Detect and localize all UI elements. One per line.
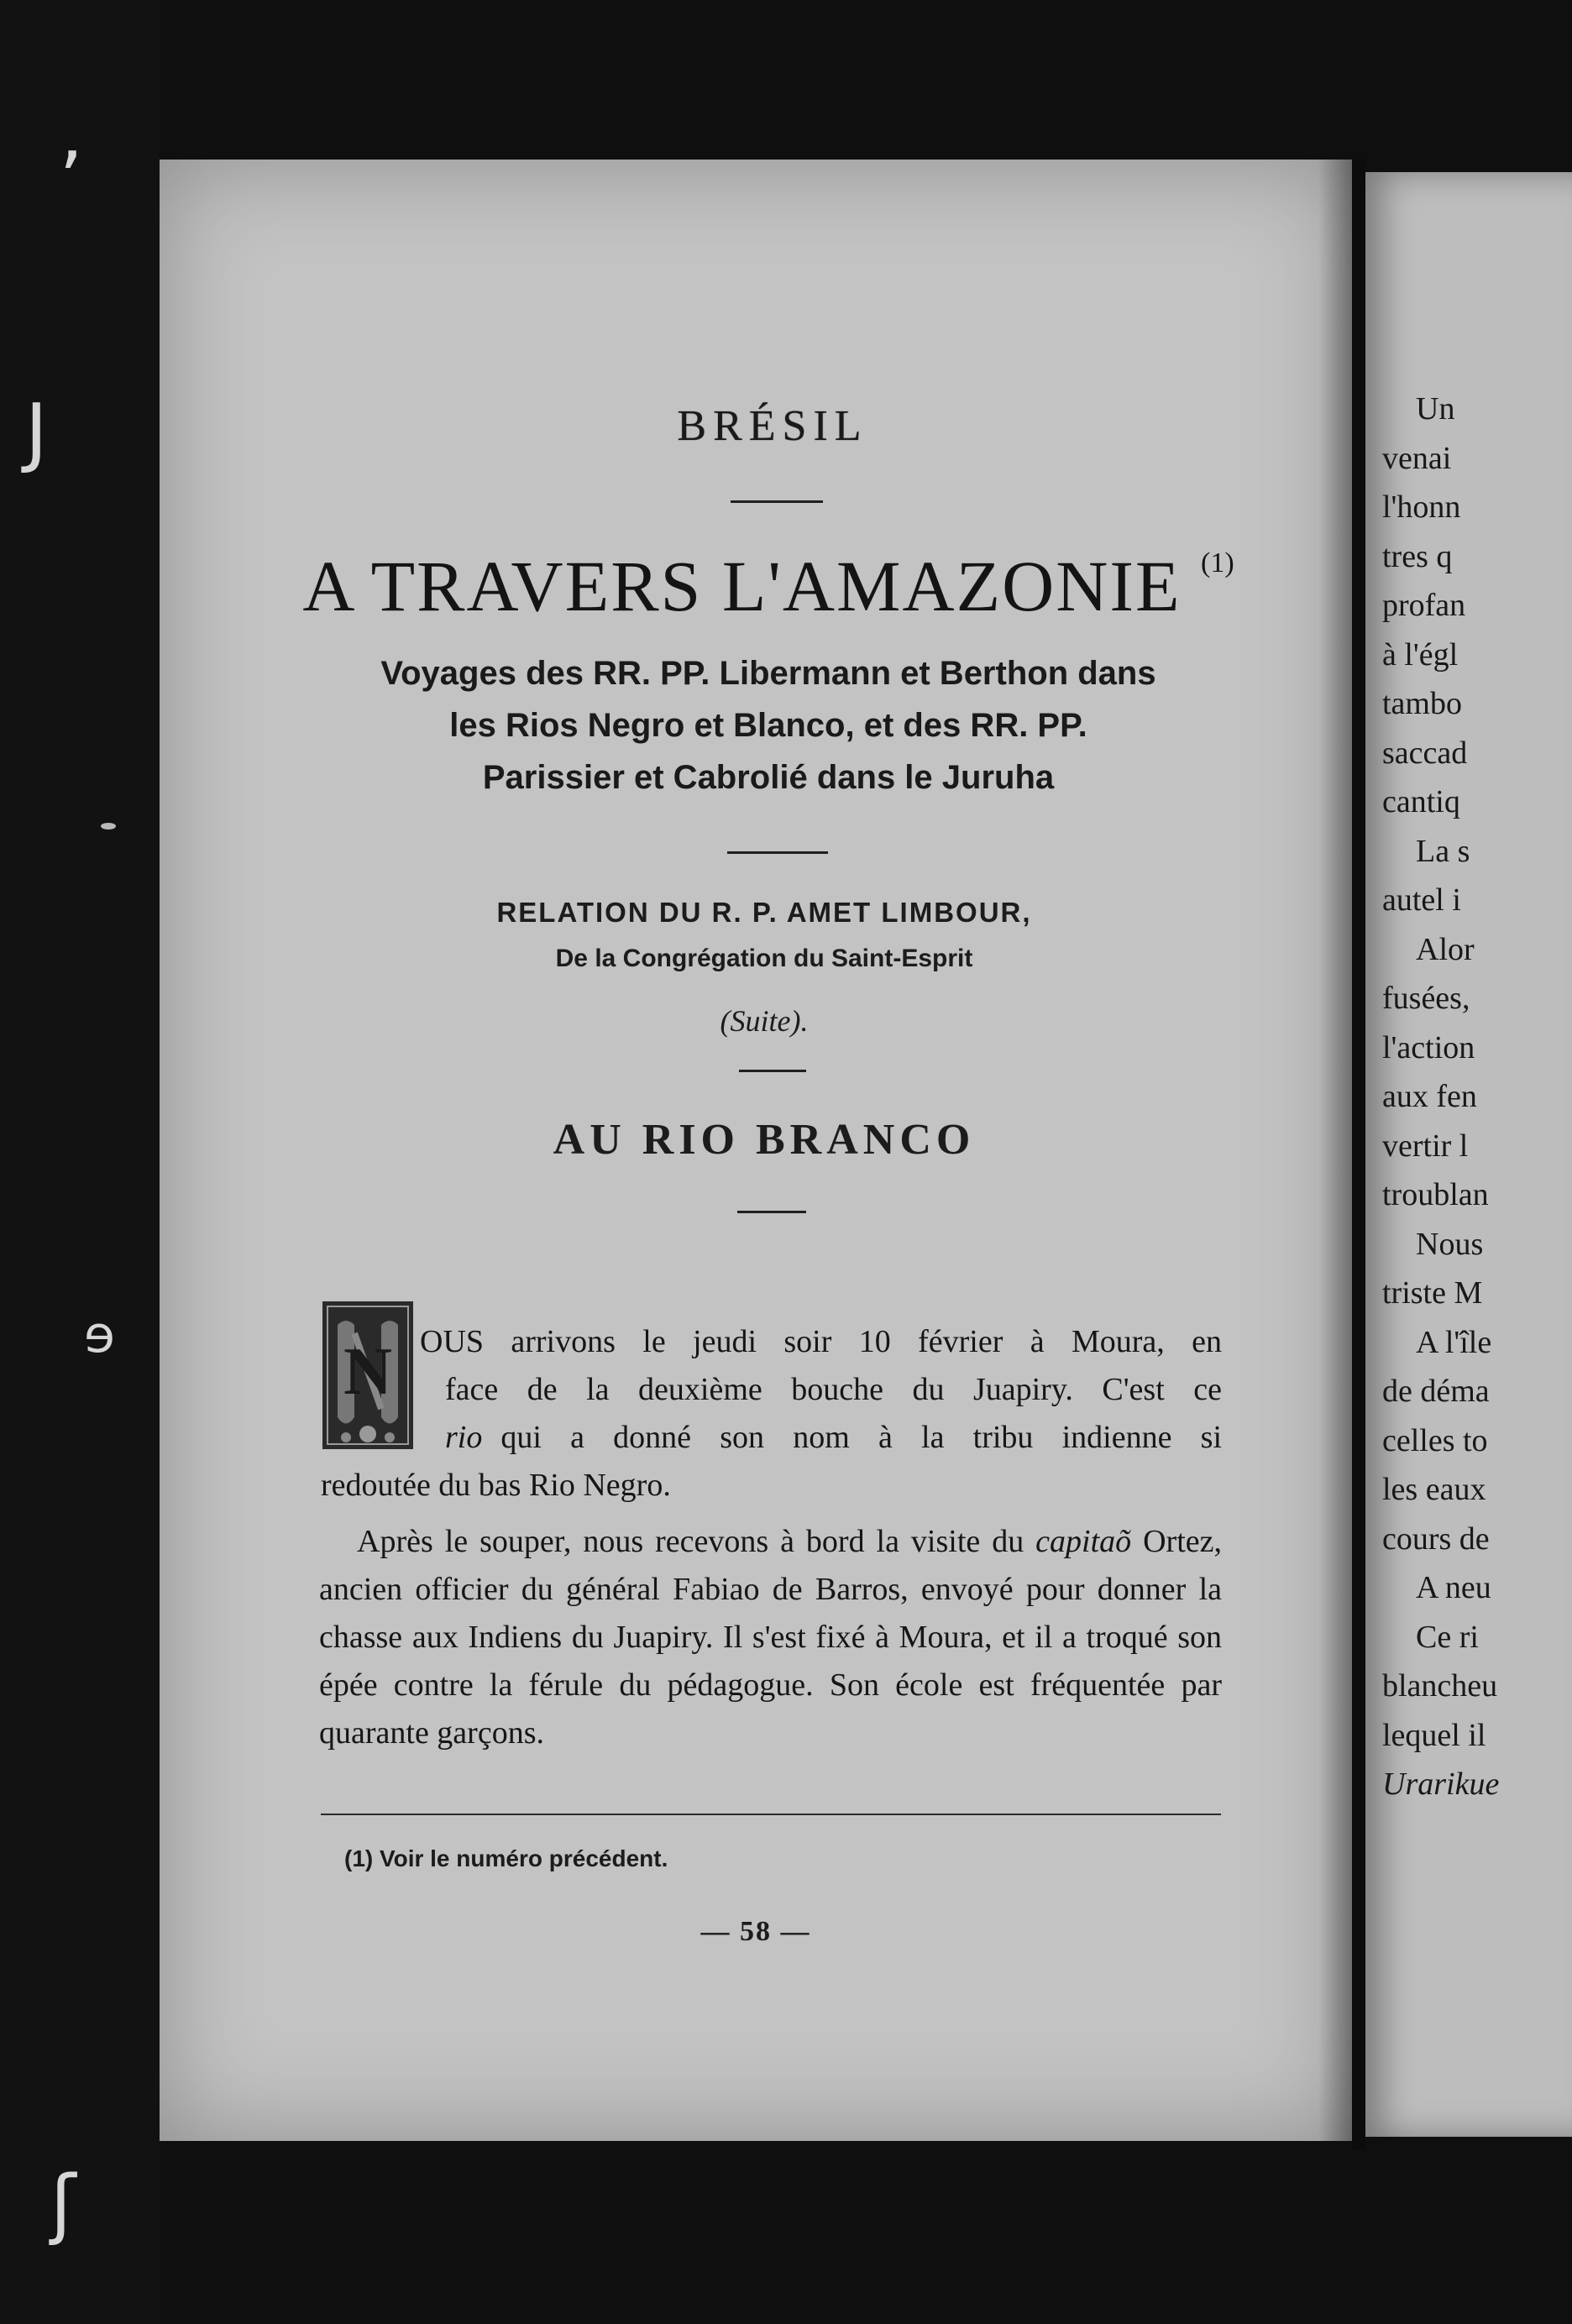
facing-page-line: saccad [1382,735,1468,771]
film-margin [0,0,160,2324]
facing-page-line: fusées, [1382,981,1470,1016]
facing-page [1365,172,1572,2137]
facing-page-line: A l'île [1416,1324,1492,1360]
paragraph1-line-3-wrap [445,1414,1222,1462]
binding-shadow [1318,160,1352,2141]
facing-page-line: cours de [1382,1521,1490,1557]
rule-2 [727,851,828,854]
facing-page-line: vertir l [1382,1128,1469,1164]
paragraph1-italic-word: rio [445,1420,483,1455]
page-number: — 58 — [700,1916,811,1947]
facing-page-line: profan [1382,588,1466,623]
dropcap-ornament [321,1300,415,1451]
film-speck [101,823,116,830]
facing-page-line: A neu [1416,1570,1491,1605]
film-mark-loop: ɘ [84,1306,115,1364]
paragraph2-rest: Ortez, ancien officier du général Fabiao de Barros, envoyé pour donner la chasse aux Indiens du Juapiry. Il s'est fixé à Moura, et il a troqué son épée contre la férule du pédagogue. Son école est fréquentée par quarante garçons. [319,1524,1223,1751]
film-mark-bottom: ʃ [50,2159,76,2248]
relation-heading: RELATION DU R. P. AMET LIMBOUR, [496,897,1032,928]
facing-page-line: l'honn [1382,489,1461,525]
facing-page-line: troublan [1382,1177,1489,1212]
paragraph2-start: Après le souper, nous recevons à bord la visite du [357,1524,1036,1559]
rule-3 [739,1070,806,1072]
footnote: (1) Voir le numéro précédent. [344,1845,668,1871]
facing-page-line: Urarikue [1382,1767,1500,1802]
facing-page-line: lequel il [1382,1717,1486,1753]
dropcap-letter: N [343,1335,392,1409]
subtitle-line-1: Voyages des RR. PP. Libermann et Berthon dans [380,655,1156,692]
facing-page-line: de déma [1382,1374,1490,1409]
facing-page-line: les eaux [1382,1472,1486,1507]
paragraph2-italic: capitaõ [1035,1524,1132,1559]
facing-page-line: tambo [1382,686,1462,721]
film-mark-top: ʼ [59,136,83,224]
facing-page-line: à l'égl [1382,636,1459,673]
facing-page-line: l'action [1382,1029,1475,1065]
country-heading: BRÉSIL [677,402,868,450]
paragraph1-line-3 [445,1414,1222,1462]
article-title [277,544,1260,628]
paragraph1-line-3-text: qui a donné son nom à la tribu indienne si [500,1420,1222,1455]
subtitle-line-3: Parissier et Cabrolié dans le Juruha [482,759,1055,796]
facing-page-line: Nous [1416,1226,1484,1262]
facing-page-line: Ce ri [1416,1619,1479,1655]
facing-page-line: blancheu [1382,1668,1498,1704]
facing-page-line: triste M [1382,1275,1483,1311]
footnote-rule [321,1814,1221,1815]
facing-page-line: autel i [1382,882,1461,918]
facing-page-line: celles to [1382,1422,1488,1458]
film-mark-hook: J [25,388,48,476]
paragraph2 [319,1518,1222,1757]
subtitle-line-2: les Rios Negro et Blanco, et des RR. PP. [449,707,1087,744]
congregation-line: De la Congrégation du Saint-Esprit [555,945,973,972]
rule-1 [731,500,823,503]
rule-4 [737,1211,806,1213]
facing-page-line: Alor [1416,931,1475,967]
facing-page-line: La s [1416,833,1470,869]
page-gutter [1352,160,1365,2149]
facing-page-line: venai [1382,440,1452,476]
facing-page-line: cantiq [1382,784,1460,819]
suite-note: (Suite). [720,1004,809,1038]
article-title-text: A TRAVERS L'AMAZONIE [302,546,1182,626]
paragraph1-line-1: OUS arrivons le jeudi soir 10 février à Moura, en [420,1324,1222,1359]
facing-page-line: aux fen [1382,1079,1477,1114]
section-heading: AU RIO BRANCO [553,1116,976,1164]
facing-page-line: Un [1416,391,1455,427]
facing-page-line: tres q [1382,538,1453,574]
title-footnote-marker: (1) [1201,547,1234,579]
paragraph1-line-2: face de la deuxième bouche du Juapiry. C'est ce [445,1372,1222,1407]
paragraph1-last-line: redoutée du bas Rio Negro. [321,1468,671,1503]
